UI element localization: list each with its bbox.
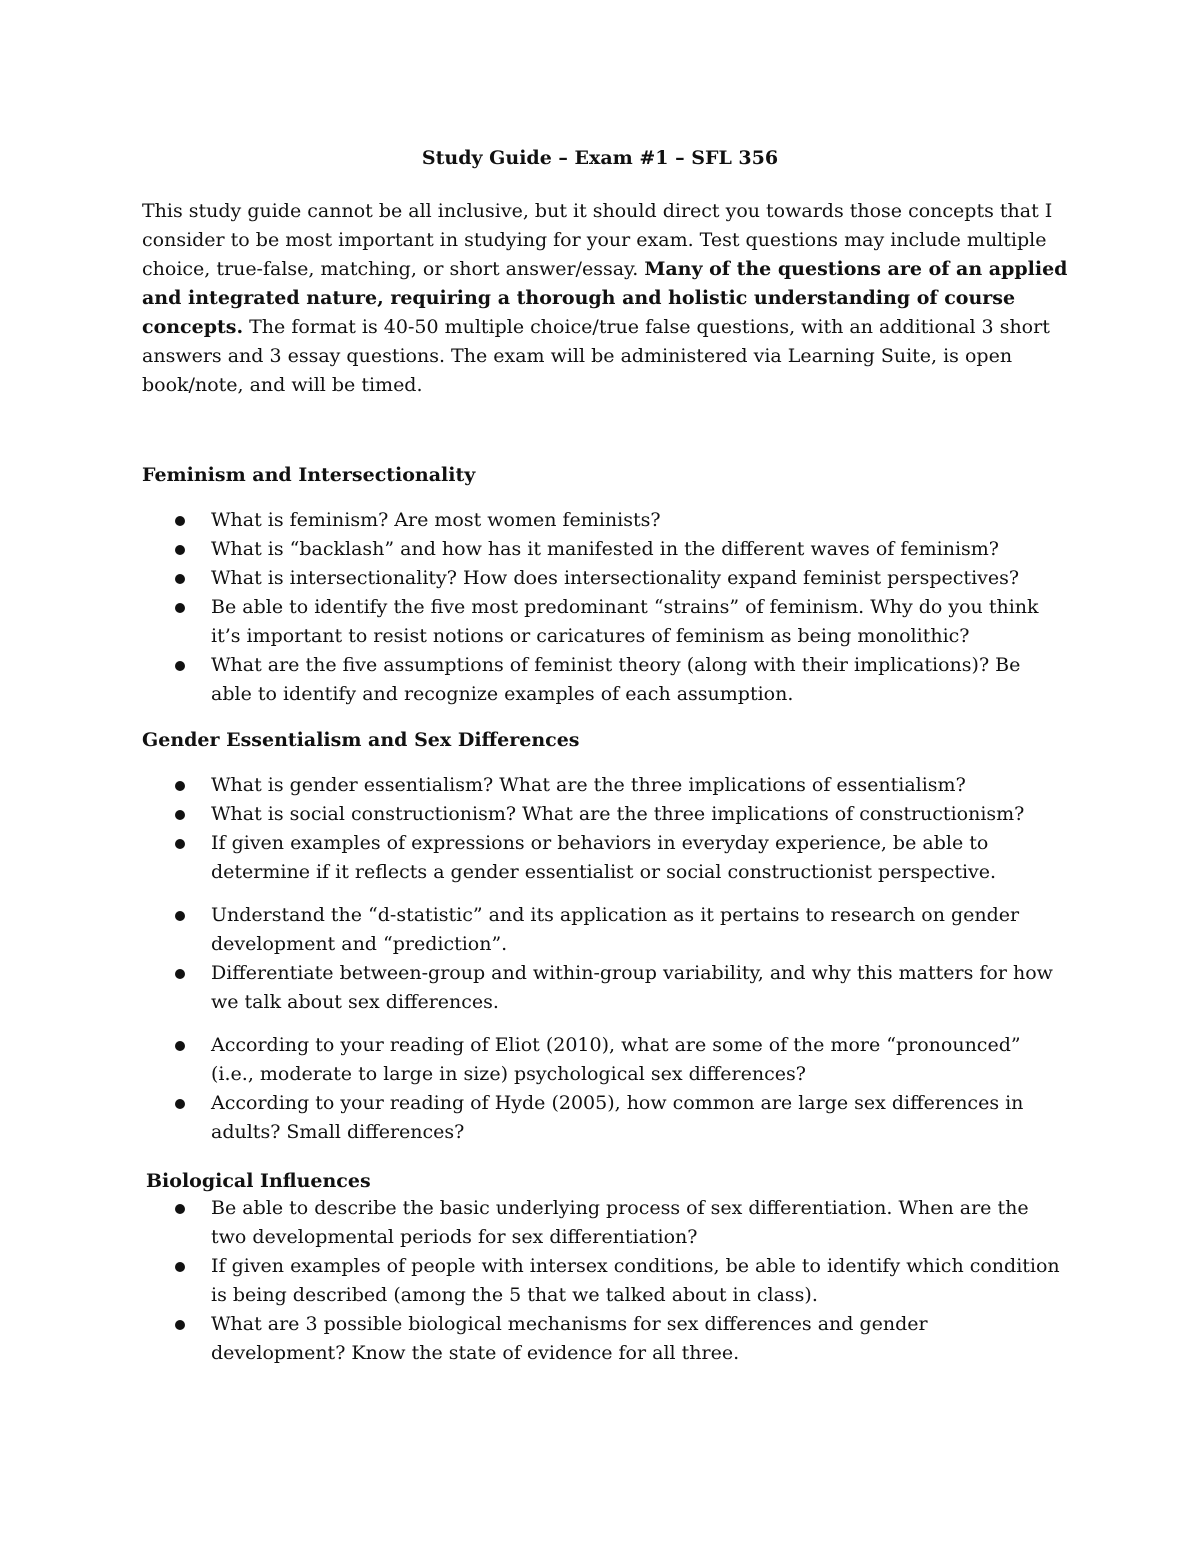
intro-paragraph xyxy=(142,197,1072,400)
list-item-text: What is intersectionality? How does intersectionality expand feminist perspectives? xyxy=(211,567,1020,589)
bullet-icon xyxy=(175,1204,185,1214)
bullet-icon xyxy=(175,574,185,584)
list-item xyxy=(172,535,1062,564)
section-heading-biological: Biological Influences xyxy=(146,1170,371,1192)
list-item-text: What are 3 possible biological mechanisms for sex differences and gender development? Know the state of evidence for all three. xyxy=(211,1313,928,1364)
bullet-list-essentialism xyxy=(172,771,1062,1147)
bullet-icon xyxy=(175,969,185,979)
list-item-text: What is gender essentialism? What are the three implications of essentialism? xyxy=(211,774,966,796)
bullet-icon xyxy=(175,1262,185,1272)
intro-text-2: The format is 40-50 multiple choice/true false questions, with an additional 3 short answers and 3 essay questions. The exam will be administered via Learning Suite, is open book/note, and will be timed. xyxy=(142,316,1050,396)
bullet-icon xyxy=(175,1320,185,1330)
list-item-text: If given examples of expressions or behaviors in everyday experience, be able to determine if it reflects a gender essentialist or social constructionist perspective. xyxy=(211,832,997,883)
bullet-icon xyxy=(175,545,185,555)
bullet-icon xyxy=(175,1041,185,1051)
bullet-icon xyxy=(175,781,185,791)
list-item xyxy=(172,771,1062,800)
list-item xyxy=(172,506,1062,535)
bullet-icon xyxy=(175,911,185,921)
list-item xyxy=(172,564,1062,593)
page-title: Study Guide – Exam #1 – SFL 356 xyxy=(421,147,779,169)
bullet-icon xyxy=(175,839,185,849)
list-item-text: What are the five assumptions of feminist theory (along with their implications)? Be able to identify and recognize examples of each assumption. xyxy=(211,654,1021,705)
list-item xyxy=(172,593,1062,651)
list-item-text: According to your reading of Hyde (2005), how common are large sex differences in adults? Small differences? xyxy=(211,1092,1024,1143)
bullet-icon xyxy=(175,516,185,526)
list-item xyxy=(172,1194,1062,1252)
list-item xyxy=(172,1089,1062,1147)
list-item xyxy=(172,1252,1062,1310)
intro-text-1: This study guide cannot be all inclusive, but it should direct you towards those concepts that I consider to be most important in studying for your exam. Test questions may include multiple choice, true-false, matching, or short answer/essay. xyxy=(142,200,1053,280)
list-item-text: Differentiate between-group and within-group variability, and why this matters for how we talk about sex differences. xyxy=(211,962,1053,1013)
list-item-text: What is feminism? Are most women feminists? xyxy=(211,509,661,531)
bullet-icon xyxy=(175,810,185,820)
bullet-list-biological xyxy=(172,1194,1062,1368)
list-item xyxy=(172,901,1062,959)
intro-bold-text: Many of the questions are of an applied and integrated nature, requiring a thorough and holistic understanding of course concepts. xyxy=(142,258,1068,338)
list-item-text: According to your reading of Eliot (2010), what are some of the more “pronounced” (i.e., moderate to large in size) psychological sex differences? xyxy=(211,1034,1021,1085)
bullet-icon xyxy=(175,1099,185,1109)
list-item xyxy=(172,1310,1062,1368)
list-item-text: Be able to describe the basic underlying process of sex differentiation. When are the two developmental periods for sex differentiation? xyxy=(211,1197,1029,1248)
bullet-icon xyxy=(175,603,185,613)
list-item xyxy=(172,829,1062,887)
bullet-list-feminism xyxy=(172,506,1062,709)
list-item xyxy=(172,959,1062,1017)
section-heading-feminism: Feminism and Intersectionality xyxy=(142,464,476,486)
list-item xyxy=(172,651,1062,709)
list-item-text: Be able to identify the five most predominant “strains” of feminism. Why do you think it’s important to resist notions or caricatures of feminism as being monolithic? xyxy=(211,596,1039,647)
list-item-text: Understand the “d-statistic” and its application as it pertains to research on gender development and “prediction”. xyxy=(211,904,1020,955)
list-item-text: What is social constructionism? What are the three implications of constructionism? xyxy=(211,803,1025,825)
list-item xyxy=(172,1031,1062,1089)
list-item xyxy=(172,800,1062,829)
bullet-icon xyxy=(175,661,185,671)
list-item-text: What is “backlash” and how has it manifested in the different waves of feminism? xyxy=(211,538,999,560)
list-item-text: If given examples of people with intersex conditions, be able to identify which condition is being described (among the 5 that we talked about in class). xyxy=(211,1255,1060,1306)
section-heading-essentialism: Gender Essentialism and Sex Differences xyxy=(142,729,580,751)
